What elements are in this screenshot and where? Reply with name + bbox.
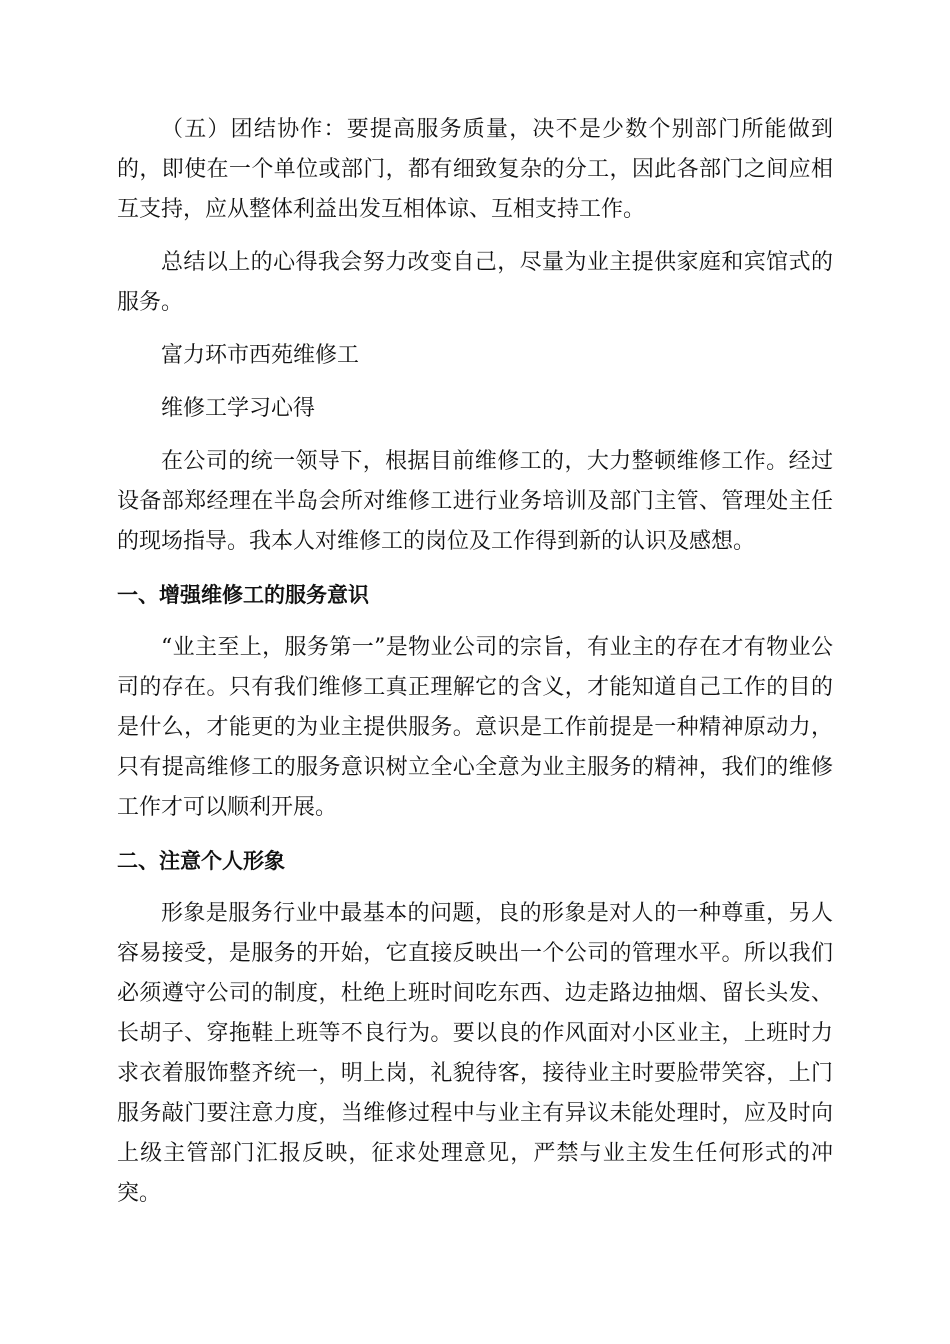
signature-line: 富力环市西苑维修工 xyxy=(161,343,360,368)
paragraph-personal-image: 形象是服务行业中最基本的问题，良的形象是对人的一种尊重，另人容易接受，是服务的开始，它直接反映出一个公司的管理水平。所以我们必须遵守公司的制度，杜绝上班时间吃东西、边走路边抽烟、留长头发、长胡子、穿拖鞋上班等不良行为。要以良的作风面对小区业主，上班时力求衣着服饰整齐统一，明上岗，礼貌待客，接待业主时要脸带笑容，上门服务敲门要注意力度，当维修过程中与业主有异议未能处理时，应及时向上级主管部门汇报反映，征求处理意见，严禁与业主发生任何形式的冲突。 xyxy=(117,901,833,1206)
document-title: 维修工学习心得 xyxy=(161,396,316,421)
paragraph-teamwork: （五）团结协作：要提高服务质量，决不是少数个别部门所能做到的，即使在一个单位或部门，都有细致复杂的分工，因此各部门之间应相互支持，应从整体利益出发互相体谅、互相支持工作。 xyxy=(117,117,833,222)
paragraph-service-awareness: “业主至上，服务第一”是物业公司的宗旨，有业主的存在才有物业公司的存在。只有我们维修工真正理解它的含义，才能知道自己工作的目的是什么，才能更的为业主提供服务。意识是工作前提是一种精神原动力，只有提高维修工的服务意识树立全心全意为业主服务的精神，我们的维修工作才可以顺利开展。 xyxy=(117,635,833,820)
paragraph-summary: 总结以上的心得我会努力改变自己，尽量为业主提供家庭和宾馆式的服务。 xyxy=(117,250,833,315)
section-heading-personal-image: 二、注意个人形象 xyxy=(117,849,285,873)
paragraph-intro: 在公司的统一领导下，根据目前维修工的，大力整顿维修工作。经过设备部郑经理在半岛会所对维修工进行业务培训及部门主管、管理处主任的现场指导。我本人对维修工的岗位及工作得到新的认识及感想。 xyxy=(117,449,833,554)
document-page xyxy=(117,110,833,1227)
section-heading-service-awareness: 一、增强维修工的服务意识 xyxy=(117,583,369,607)
